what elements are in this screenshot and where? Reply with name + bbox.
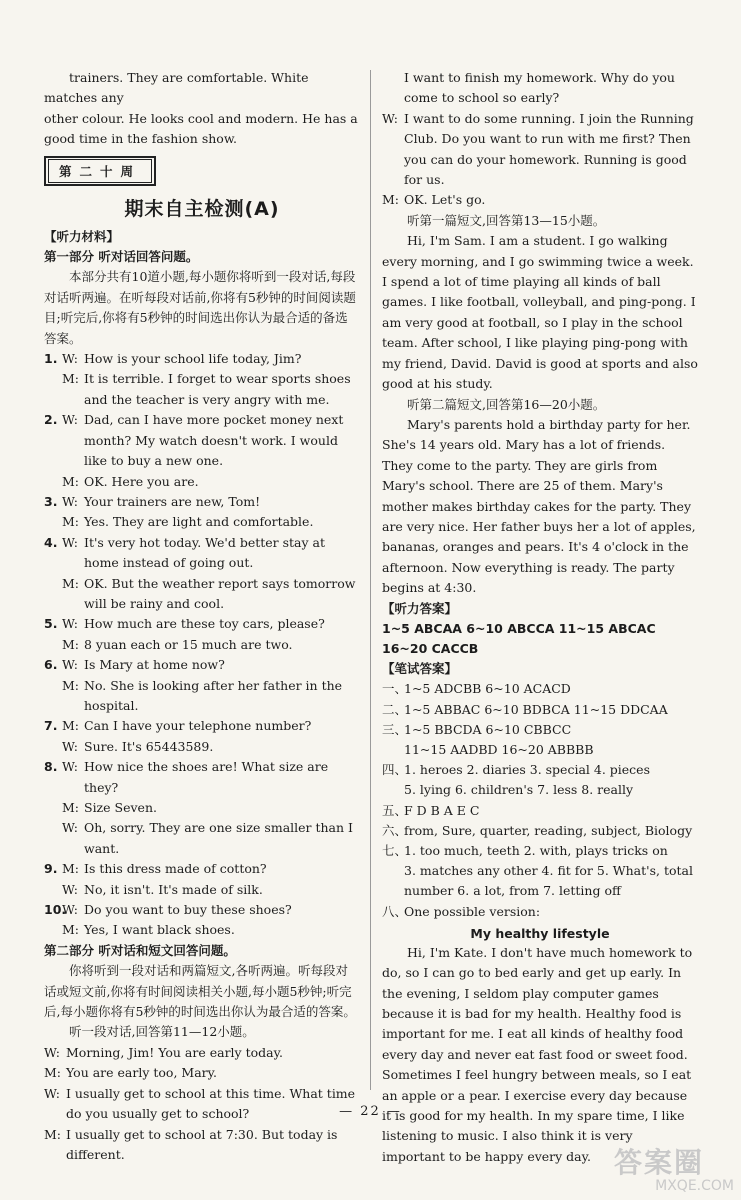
speaker-text: How much are these toy cars, please? <box>84 616 325 632</box>
speaker-label: M: <box>44 1126 62 1142</box>
conversation-line <box>382 109 698 191</box>
speaker-text: Size Seven. <box>84 800 157 815</box>
answer-line: 1~5 ADCBB 6~10 ACACD <box>404 681 571 697</box>
answer-content <box>404 700 698 720</box>
answer-section-label: 八、 <box>382 903 408 919</box>
answer-content <box>404 821 698 841</box>
dialogue-line <box>62 737 360 757</box>
dialogue-item <box>44 614 360 655</box>
speaker-text: How is your school life today, Jim? <box>84 351 302 367</box>
dialogue-line <box>62 512 360 532</box>
dialogue-number: 8. <box>44 759 58 775</box>
intro-line-2: other colour. He looks cool and modern. He has a <box>44 110 358 126</box>
answer-row <box>382 700 698 720</box>
dialogue-intro: 听一段对话,回答第11—12小题。 <box>69 1024 255 1040</box>
answer-line: 3. matches any other 4. fit for 5. What's, total <box>404 863 693 879</box>
speaker-text: Morning, Jim! You are early today. <box>66 1044 283 1060</box>
speaker-label: W: <box>62 902 78 918</box>
listen-material-label: 【听力材料】 <box>44 228 120 244</box>
answer-row <box>382 902 698 922</box>
watermark-bottom: MXQE.COM <box>655 1178 734 1194</box>
answer-line: 1~5 BBCDA 6~10 CBBCC <box>404 721 572 737</box>
dialogue-item <box>44 349 360 410</box>
conversation-line <box>44 1125 360 1166</box>
speaker-text: Oh, sorry. They are one size smaller than I want. <box>84 820 353 856</box>
dialogue-body <box>62 349 360 410</box>
speaker-text: Can I have your telephone number? <box>84 718 312 734</box>
dialogue-line <box>62 492 360 512</box>
answer-line: 1. heroes 2. diaries 3. special 4. pieces <box>404 762 650 778</box>
week-label: 第二十周 <box>48 159 152 183</box>
written-answers-label: 【笔试答案】 <box>382 661 458 677</box>
answer-section-label: 六、 <box>382 822 408 838</box>
passage1-text: Hi, I'm Sam. I am a student. I go walking every morning, and I go swimming twice a week. I spend a lot of time playing all kinds of ball games. I like football, volleyball, and ping-pong. I am very good at football, so I play in the school team. After school, I like playing ping-pong with my friend, David. David is good at sports and also good at his study. <box>382 233 698 392</box>
speaker-text: OK. But the weather report says tomorrow will be rainy and cool. <box>84 575 356 611</box>
speaker-label: M: <box>62 473 80 489</box>
column-divider <box>370 70 371 1090</box>
speaker-label: W: <box>62 820 78 836</box>
dialogue-body <box>62 410 360 492</box>
answer-line: from, Sure, quarter, reading, subject, Biology <box>404 822 693 838</box>
speaker-label: M: <box>382 192 400 208</box>
dialogue-line <box>62 533 360 574</box>
answer-line: 1. too much, teeth 2. with, plays tricks on <box>404 843 668 858</box>
speaker-text: Yes. They are light and comfortable. <box>84 514 314 530</box>
dialogue-line <box>62 574 360 615</box>
answer-row <box>382 841 698 902</box>
dialogue-body <box>62 757 360 859</box>
answer-line: 11~15 AADBD 16~20 ABBBB <box>404 741 594 757</box>
dialogue-line <box>62 818 360 859</box>
speaker-label: M: <box>62 371 80 387</box>
dialogue-item <box>44 410 360 492</box>
answer-line: 1~5 ABBAC 6~10 BDBCA 11~15 DDCAA <box>404 701 668 717</box>
passage1-intro: 听第一篇短文,回答第13—15小题。 <box>407 212 606 228</box>
intro-paragraph <box>44 68 360 150</box>
dialogue-body <box>62 900 360 941</box>
speaker-label: W: <box>62 738 78 754</box>
answer-section-label: 七、 <box>382 843 408 858</box>
dialogue-line <box>62 676 360 717</box>
dialogue-line <box>62 349 360 369</box>
dialogue-body <box>62 655 360 716</box>
essay-title: My healthy lifestyle <box>470 925 610 941</box>
answer-line: F D B A E C <box>404 802 480 818</box>
dialogue-number: 9. <box>44 861 58 877</box>
speaker-label: W: <box>62 534 78 550</box>
watermark-top: 答案圈 <box>614 1146 705 1179</box>
passage2-intro: 听第二篇短文,回答第16—20小题。 <box>407 396 606 412</box>
dialogue-line <box>62 716 360 736</box>
speaker-text: No. She is looking after her father in the hospital. <box>84 677 343 713</box>
speaker-label: M: <box>62 636 80 652</box>
speaker-text: Is Mary at home now? <box>84 657 225 673</box>
dialogue-body <box>62 716 360 757</box>
answer-row <box>382 679 698 699</box>
answer-section-label: 三、 <box>382 721 408 737</box>
part2-heading: 第二部分 听对话和短文回答问题。 <box>44 942 236 958</box>
dialogue-number: 4. <box>44 534 58 550</box>
dialogue-item <box>44 655 360 716</box>
listen-answers-line-2: 16~20 CACCB <box>382 640 479 656</box>
speaker-text: You are early too, Mary. <box>66 1065 217 1081</box>
dialogue-number: 7. <box>44 718 58 734</box>
dialogue-line <box>62 369 360 410</box>
speaker-label: M: <box>44 1065 62 1081</box>
speaker-text: Your trainers are new, Tom! <box>84 493 261 509</box>
answer-content <box>404 902 698 922</box>
conversation-line <box>44 1063 360 1083</box>
dialogue-item <box>44 492 360 533</box>
speaker-text: I usually get to school at 7:30. But today is different. <box>66 1126 338 1162</box>
speaker-label: W: <box>62 759 78 775</box>
watermark-logo <box>614 1148 734 1196</box>
speaker-text: Do you want to buy these shoes? <box>84 902 292 918</box>
dialogue-list <box>44 349 360 941</box>
answer-row <box>382 821 698 841</box>
speaker-label: M: <box>62 718 80 734</box>
dialogue-item <box>44 859 360 900</box>
answer-content <box>404 801 698 821</box>
listen-answers-label: 【听力答案】 <box>382 600 458 616</box>
speaker-text: Yes, I want black shoes. <box>84 922 235 938</box>
right-column <box>382 68 698 1167</box>
part1-instructions: 本部分共有10道小题,每小题你将听到一段对话,每段对话听两遍。在听每段对话前,你将有5秒钟的时间阅读题目;听完后,你将有5秒钟的时间选出你认为最合适的备选答案。 <box>44 269 356 346</box>
speaker-text: No, it isn't. It's made of silk. <box>84 881 263 897</box>
dialogue-line <box>62 655 360 675</box>
dialogue-number: 1. <box>44 351 58 367</box>
speaker-text: How nice the shoes are! What size are they? <box>84 759 329 795</box>
dialogue-line <box>62 900 360 920</box>
speaker-label: M: <box>62 677 80 693</box>
speaker-text: 8 yuan each or 15 much are two. <box>84 636 293 652</box>
dialogue-number: 3. <box>44 493 58 509</box>
speaker-text: Sure. It's 65443589. <box>84 738 214 754</box>
answer-section-label: 四、 <box>382 762 408 778</box>
speaker-label: W: <box>62 657 78 673</box>
speaker-text: Dad, can I have more pocket money next month? My watch doesn't work. I would like to buy a new one. <box>84 412 344 469</box>
speaker-label: W: <box>44 1044 60 1060</box>
dialogue-line <box>62 880 360 900</box>
speaker-text: It's very hot today. We'd better stay at home instead of going out. <box>84 534 326 571</box>
speaker-label: W: <box>62 493 78 509</box>
answer-line: 5. lying 6. children's 7. less 8. really <box>404 782 634 798</box>
dialogue-line <box>62 472 360 492</box>
speaker-label: W: <box>62 881 78 897</box>
conversation-cont <box>382 109 698 211</box>
page-number: — 22 — <box>339 1104 402 1119</box>
speaker-label: W: <box>62 412 78 428</box>
written-answers <box>382 679 698 921</box>
answer-row <box>382 760 698 800</box>
dialogue-line <box>62 410 360 471</box>
answer-section-label: 一、 <box>382 681 408 697</box>
dialogue-number: 2. <box>44 412 58 428</box>
speaker-label: W: <box>62 616 78 632</box>
speaker-label: M: <box>62 922 80 938</box>
listen-answers-line-1: 1~5 ABCAA 6~10 ABCCA 11~15 ABCAC <box>382 620 656 636</box>
speaker-text: It is terrible. I forget to wear sports shoes and the teacher is very angry with me. <box>84 371 351 407</box>
speaker-label: W: <box>382 110 398 126</box>
answer-content <box>404 720 698 760</box>
part1-heading: 第一部分 听对话回答问题。 <box>44 249 199 265</box>
part2-instructions: 你将听到一段对话和两篇短文,各听两遍。听每段对话或短文前,你将有时间阅读相关小题,每小题5秒钟;听完后,每小题你将有5秒钟的时间选出你认为最合适的答案。 <box>44 963 356 1020</box>
page-title: 期末自主检测(A) <box>124 197 280 220</box>
essay-text: Hi, I'm Kate. I don't have much homework to do, so I can go to bed early and get up early. In the evening, I seldom play computer games because it is bad for my health. Healthy food is important for me. I eat all kinds of healthy food every day and never eat fast food or sweet food. Sometimes I feel hungry between meals, so I eat an apple or a pear. I exercise every day because it is good for my health. In my spare time, I like listening to music. I also think it is very important to be happy every day. <box>382 944 693 1164</box>
dialogue-item <box>44 533 360 615</box>
dialogue-body <box>62 533 360 615</box>
answer-content <box>404 841 698 902</box>
speaker-text: OK. Let's go. <box>404 192 486 208</box>
speaker-label: M: <box>62 514 80 530</box>
speaker-text: Is this dress made of cotton? <box>84 861 267 877</box>
dialogue-body <box>62 614 360 655</box>
passage2-text: Mary's parents hold a birthday party for her. She's 14 years old. Mary has a lot of friends. They come to the party. They are girls from Mary's school. There are 25 of them. Mary's mother makes birthday cakes for the party. They are very nice. Her father buys her a lot of apples, bananas, oranges and pears. It's 4 o'clock in the afternoon. Now everything is ready. The party begins at 4:30. <box>382 416 696 596</box>
dialogue-item <box>44 757 360 859</box>
dialogue-line <box>62 635 360 655</box>
intro-line-3: good time in the fashion show. <box>44 131 238 147</box>
dialogue-body <box>62 859 360 900</box>
dialogue-line <box>62 920 360 940</box>
answer-row <box>382 801 698 821</box>
dialogue-line <box>62 614 360 634</box>
speaker-label: W: <box>44 1085 60 1101</box>
speaker-text: OK. Here you are. <box>84 473 199 489</box>
left-column <box>44 68 360 1165</box>
answer-row <box>382 720 698 760</box>
speaker-label: W: <box>62 351 78 367</box>
answer-content <box>404 679 698 699</box>
intro-line-1: trainers. They are comfortable. White matches any <box>44 70 309 106</box>
dialogue-line <box>62 859 360 879</box>
week-label-box <box>44 156 156 186</box>
dialogue-line <box>62 757 360 798</box>
dialogue-body <box>62 492 360 533</box>
dialogue-number: 6. <box>44 657 58 673</box>
dialogue-line <box>62 798 360 818</box>
speaker-label: M: <box>62 575 80 591</box>
dialogue-item <box>44 716 360 757</box>
conversation-line <box>44 1043 360 1063</box>
answer-line: One possible version: <box>404 903 541 919</box>
answer-section-label: 五、 <box>382 802 408 818</box>
speaker-text: I usually get to school at this time. What time do you usually get to school? <box>66 1085 356 1122</box>
answer-content <box>404 760 698 800</box>
speaker-text: I want to do some running. I join the Running Club. Do you want to run with me first? Then you can do your homework. Running is good for us. <box>404 110 694 188</box>
conversation-continued: I want to finish my homework. Why do you come to school so early? <box>404 70 675 106</box>
speaker-label: M: <box>62 861 80 877</box>
conversation-line <box>382 190 698 210</box>
answer-line: number 6. a lot, from 7. letting off <box>404 883 621 899</box>
dialogue-number: 10. <box>44 902 67 918</box>
dialogue-number: 5. <box>44 616 58 632</box>
answer-section-label: 二、 <box>382 701 408 717</box>
speaker-label: M: <box>62 800 80 815</box>
dialogue-item <box>44 900 360 941</box>
